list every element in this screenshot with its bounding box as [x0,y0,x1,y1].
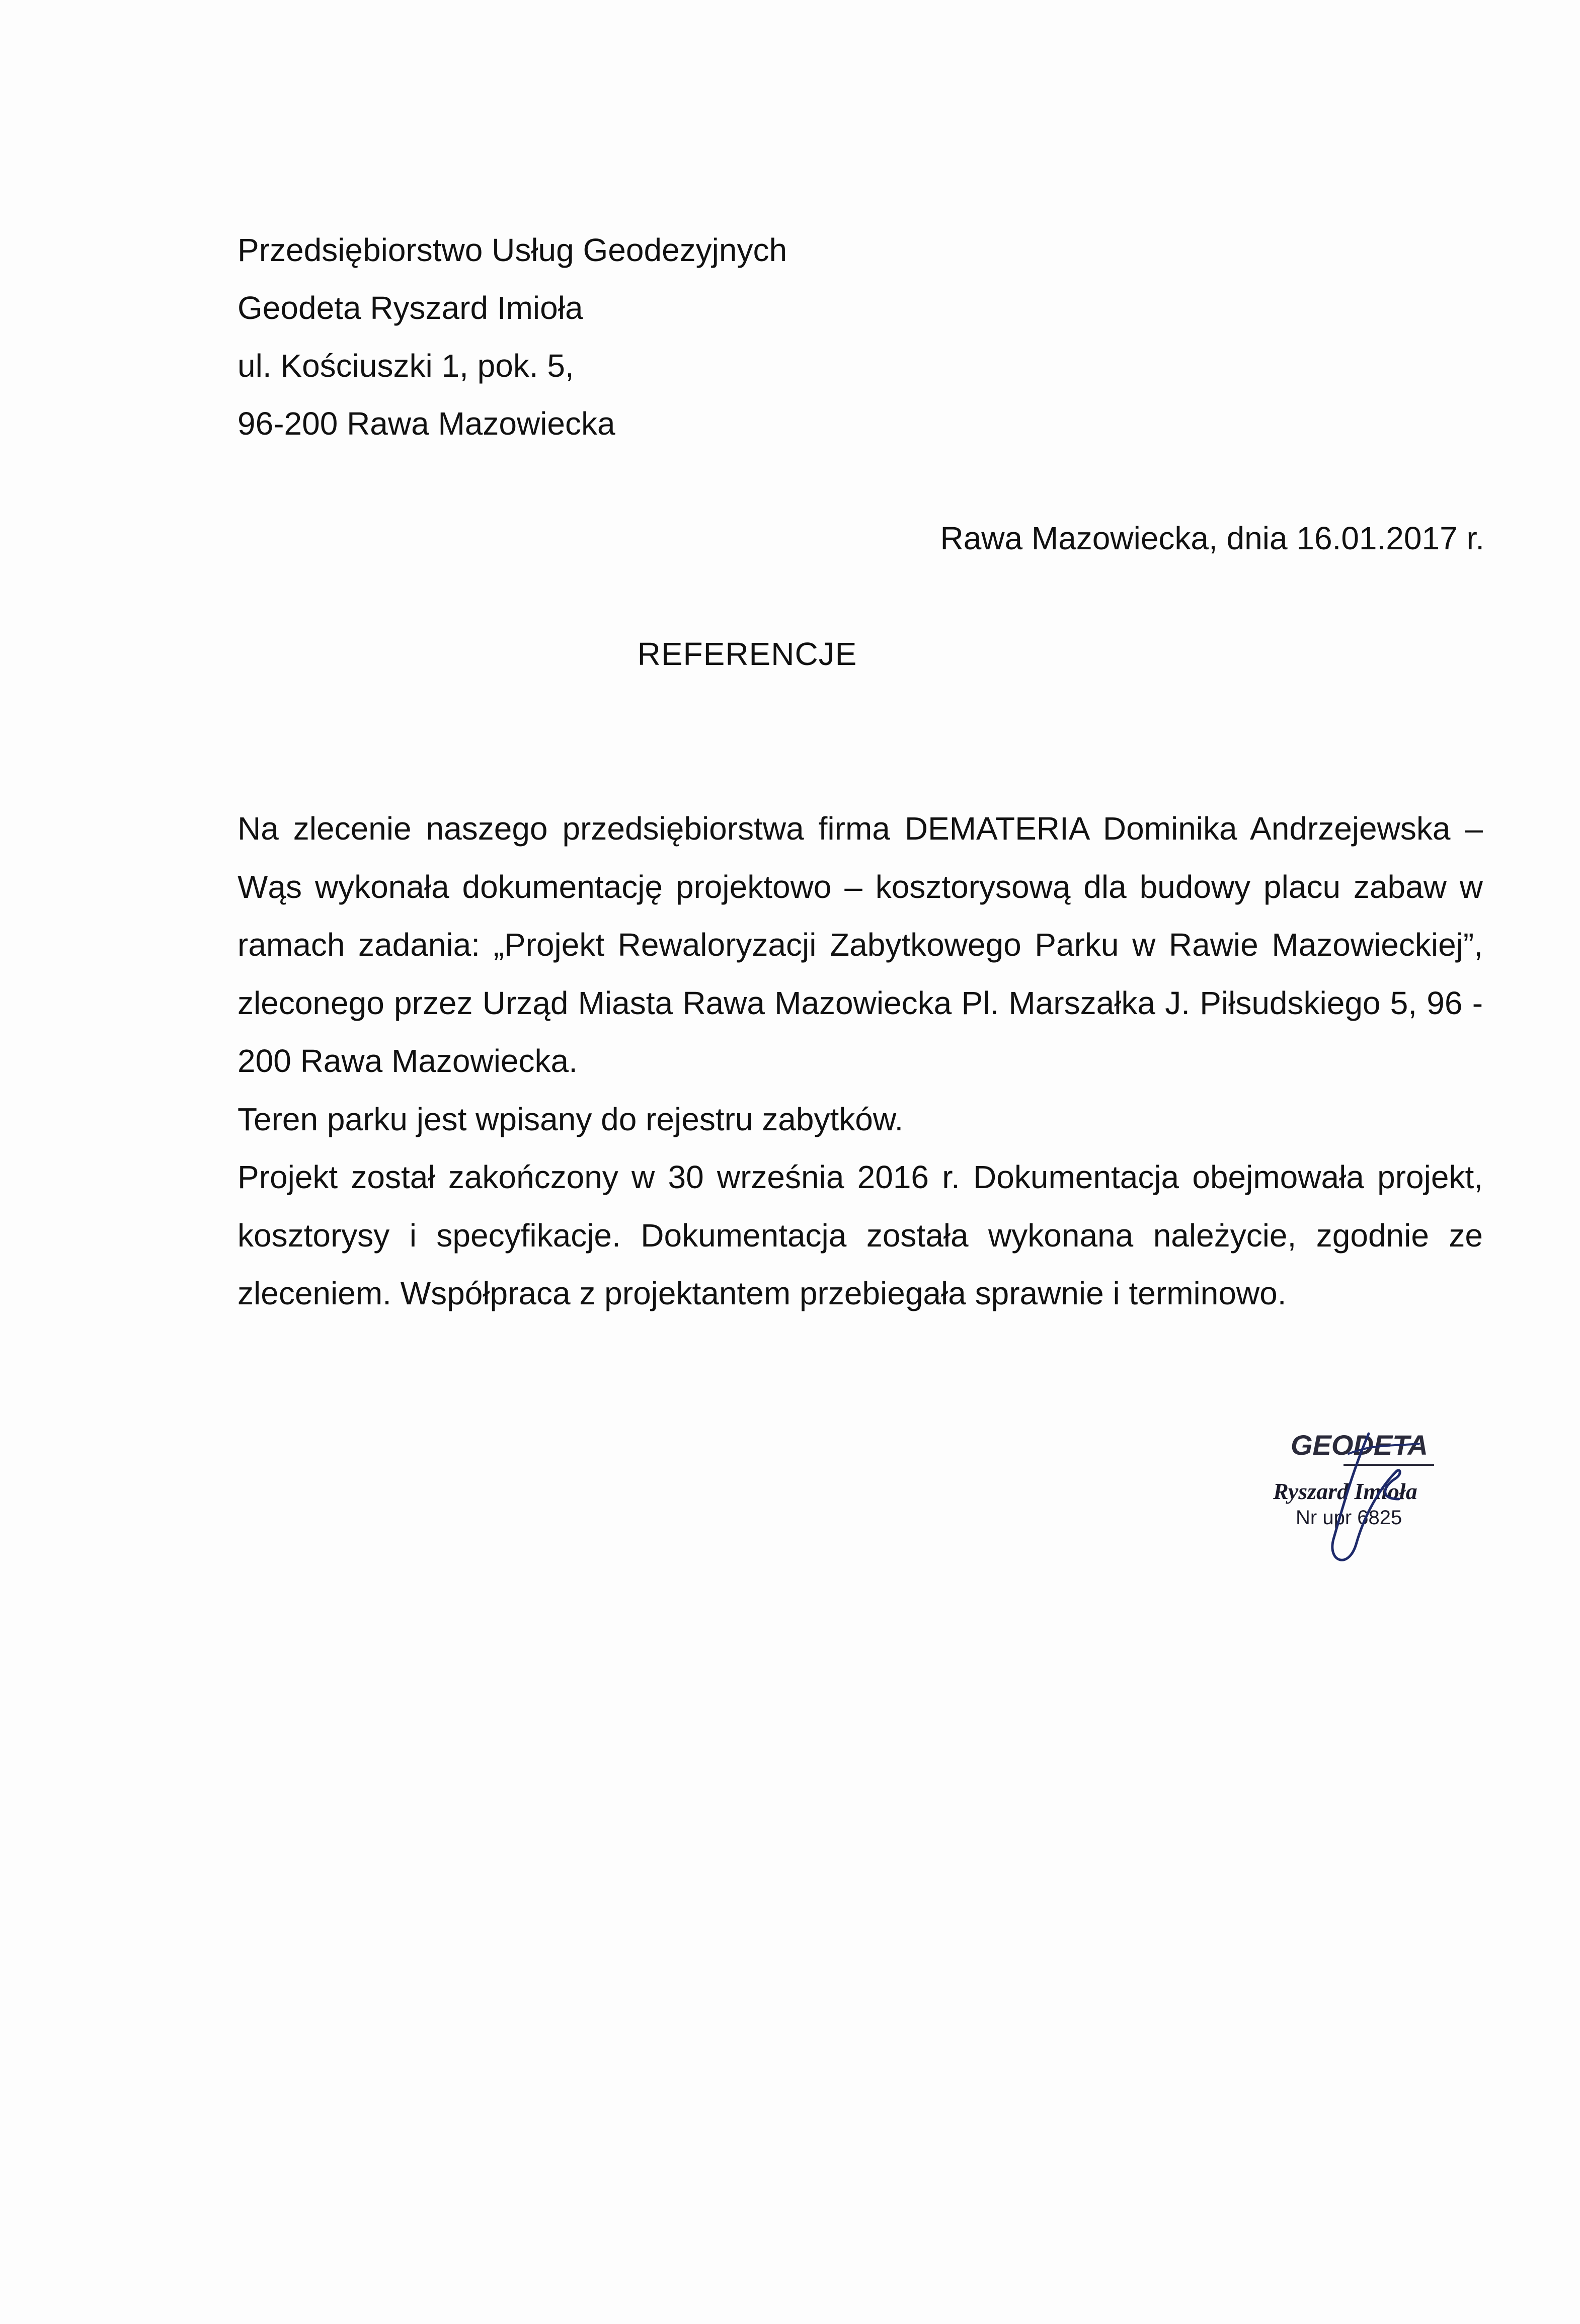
sender-address-block [238,221,787,453]
sender-city: 96-200 Rawa Mazowiecka [238,405,615,442]
paragraph-commission: Na zlecenie naszego przedsiębiorstwa firma DEMATERIA Dominika Andrzejewska – Wąs wykonała dokumentację projektowo – kosztorysową dla budowy placu zabaw w ramach zadania: „Projekt Rewaloryzacji Zabytkowego Parku w Rawie Mazowieckiej”, zleconego przez Urząd Miasta Rawa Mazowiecka Pl. Marszałka J. Piłsudskiego 5, 96 - 200 Rawa Mazowiecka. [238,810,1483,1079]
stamp-name-text: Ryszard Imioła [1273,1478,1417,1504]
surveyor-stamp-and-signature [1268,1424,1479,1585]
paragraph-completion: Projekt został zakończony w 30 września 2016 r. Dokumentacja obejmowała projekt, kosztorysy i specyfikacje. Dokumentacja została wykonana należycie, zgodnie ze zleceniem. Współpraca z projektantem przebiegała sprawnie i terminowo. [238,1159,1483,1311]
letter-body [238,800,1483,1323]
stamp-graphic [1268,1424,1479,1585]
sender-person-name: Geodeta Ryszard Imioła [238,290,583,326]
stamp-title-text: GEODETA [1291,1429,1428,1461]
stamp-licence-text: Nr upr 6825 [1296,1507,1402,1529]
paragraph-register: Teren parku jest wpisany do rejestru zabytków. [238,1101,904,1137]
place-and-date: Rawa Mazowiecka, dnia 16.01.2017 r. [940,520,1484,556]
document-title: REFERENCJE [637,636,857,672]
sender-street: ul. Kościuszki 1, pok. 5, [238,348,574,384]
sender-company-name: Przedsiębiorstwo Usług Geodezyjnych [238,232,787,268]
